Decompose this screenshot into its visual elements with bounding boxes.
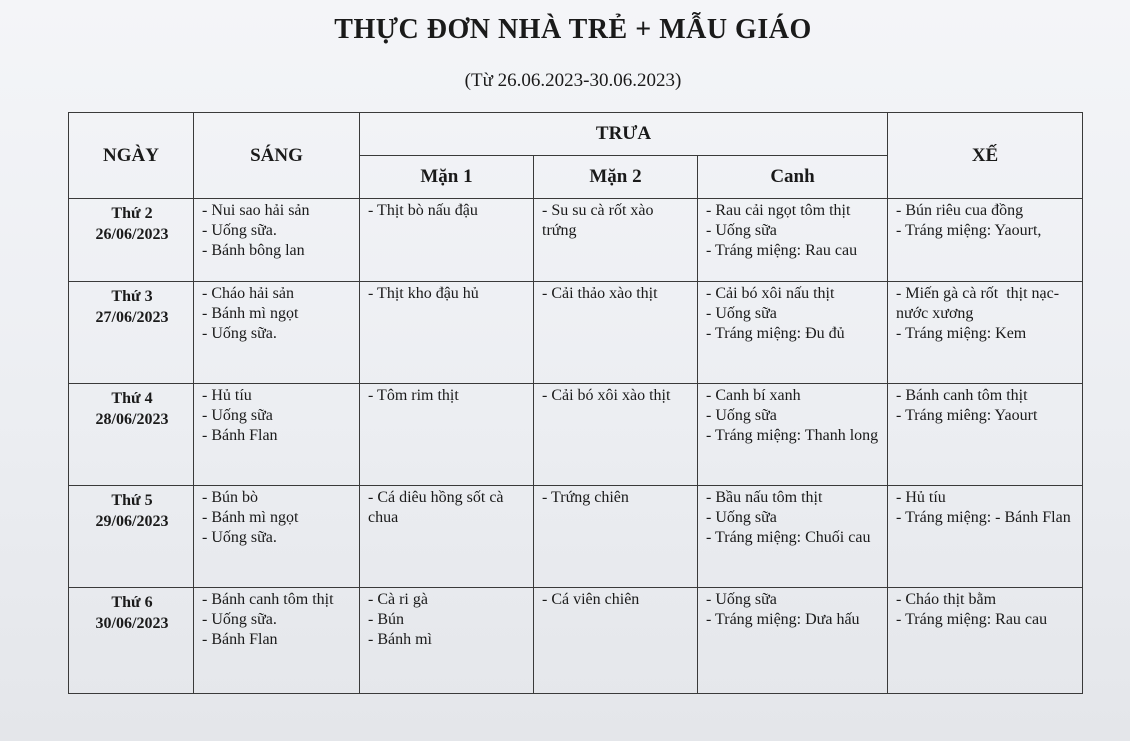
- main1-cell: [360, 588, 534, 694]
- day-cell: [69, 384, 194, 486]
- menu-item: - Miến gà cà rốt thịt nạc-nước xương: [896, 285, 1060, 322]
- date-label: 27/06/2023: [95, 309, 169, 326]
- menu-item: - Bánh canh tôm thịt: [202, 591, 334, 608]
- soup-cell: [698, 282, 888, 384]
- menu-row: [69, 588, 1083, 694]
- main1-cell: [360, 384, 534, 486]
- menu-item: - Tráng miệng: Rau cau: [896, 611, 1048, 628]
- afternoon-cell: [888, 282, 1083, 384]
- header-main1: Mặn 1: [360, 156, 534, 199]
- menu-item: - Tôm rim thịt: [368, 387, 459, 404]
- main1-cell: [360, 199, 534, 282]
- header-day: NGÀY: [69, 113, 194, 199]
- header-main2: Mặn 2: [534, 156, 698, 199]
- header-morning: SÁNG: [194, 113, 360, 199]
- weekday-label: Thứ 2: [111, 205, 153, 222]
- menu-item: - Uống sữa.: [202, 529, 277, 546]
- menu-item: - Uống sữa.: [202, 222, 277, 239]
- menu-item: - Cá diêu hồng sốt cà chua: [368, 489, 508, 526]
- menu-item: - Hủ tíu: [202, 387, 252, 404]
- morning-cell: [194, 282, 360, 384]
- date-label: 26/06/2023: [95, 226, 169, 243]
- menu-body: [69, 199, 1083, 694]
- menu-item: - Uống sữa.: [202, 611, 277, 628]
- day-cell: [69, 282, 194, 384]
- menu-item: - Uống sữa: [706, 305, 777, 322]
- morning-cell: [194, 384, 360, 486]
- menu-item: - Bánh Flan: [202, 427, 278, 444]
- menu-item: - Uống sữa: [706, 509, 777, 526]
- menu-item: - Tráng miệng: Dưa hấu: [706, 611, 860, 628]
- header-lunch: TRƯA: [360, 113, 888, 156]
- soup-cell: [698, 588, 888, 694]
- header-afternoon: XẾ: [888, 113, 1083, 199]
- menu-item: - Rau cải ngọt tôm thịt: [706, 202, 851, 219]
- menu-item: - Hủ tíu: [896, 489, 946, 506]
- menu-item: - Su su cà rốt xào trứng: [542, 202, 658, 239]
- menu-item: - Cải bó xôi nấu thịt: [706, 285, 835, 302]
- weekday-label: Thứ 6: [111, 594, 153, 611]
- menu-row: [69, 384, 1083, 486]
- menu-item: - Cà ri gà: [368, 591, 428, 608]
- main2-cell: [534, 486, 698, 588]
- menu-item: - Tráng miệng: Rau cau: [706, 242, 858, 259]
- main1-cell: [360, 486, 534, 588]
- menu-item: - Bánh bông lan: [202, 242, 305, 259]
- weekday-label: Thứ 5: [111, 492, 153, 509]
- menu-item: - Uống sữa.: [202, 325, 277, 342]
- afternoon-cell: [888, 486, 1083, 588]
- afternoon-cell: [888, 199, 1083, 282]
- day-cell: [69, 486, 194, 588]
- menu-item: - Nui sao hải sản: [202, 202, 310, 219]
- menu-item: - Cháo hải sản: [202, 285, 294, 302]
- menu-row: [69, 282, 1083, 384]
- date-label: 30/06/2023: [95, 615, 169, 632]
- menu-item: - Cải thảo xào thịt: [542, 285, 658, 302]
- menu-item: - Uống sữa: [202, 407, 273, 424]
- menu-item: - Tráng miệng: - Bánh Flan: [896, 509, 1071, 526]
- weekday-label: Thứ 3: [111, 288, 153, 305]
- header-soup: Canh: [698, 156, 888, 199]
- menu-item: - Tráng miệng: Thanh long: [706, 427, 879, 444]
- morning-cell: [194, 199, 360, 282]
- soup-cell: [698, 384, 888, 486]
- menu-row: [69, 486, 1083, 588]
- menu-item: - Tráng miêng: Yaourt: [896, 407, 1038, 424]
- menu-item: - Thịt bò nấu đậu: [368, 202, 478, 219]
- morning-cell: [194, 588, 360, 694]
- menu-item: - Bánh Flan: [202, 631, 278, 648]
- day-cell: [69, 588, 194, 694]
- menu-item: - Tráng miệng: Yaourt,: [896, 222, 1042, 239]
- menu-item: - Cá viên chiên: [542, 591, 640, 608]
- menu-item: - Tráng miệng: Chuối cau: [706, 529, 871, 546]
- menu-item: - Tráng miệng: Đu đủ: [706, 325, 845, 342]
- menu-item: - Uống sữa: [706, 222, 777, 239]
- menu-item: - Bầu nấu tôm thịt: [706, 489, 823, 506]
- main2-cell: [534, 282, 698, 384]
- menu-row: [69, 199, 1083, 282]
- menu-item: - Bún bò: [202, 489, 258, 506]
- menu-table: [68, 112, 1083, 694]
- menu-item: - Thịt kho đậu hủ: [368, 285, 479, 302]
- menu-item: - Uống sữa: [706, 407, 777, 424]
- weekday-label: Thứ 4: [111, 390, 153, 407]
- menu-item: - Bánh canh tôm thịt: [896, 387, 1028, 404]
- menu-item: - Bánh mì: [368, 631, 432, 648]
- date-label: 29/06/2023: [95, 513, 169, 530]
- menu-item: - Trứng chiên: [542, 489, 629, 506]
- menu-item: - Tráng miệng: Kem: [896, 325, 1027, 342]
- main1-cell: [360, 282, 534, 384]
- menu-item: - Cải bó xôi xào thịt: [542, 387, 671, 404]
- menu-item: - Bún riêu cua đồng: [896, 202, 1024, 219]
- menu-item: - Uống sữa: [706, 591, 777, 608]
- date-label: 28/06/2023: [95, 411, 169, 428]
- soup-cell: [698, 199, 888, 282]
- date-range-subtitle: (Từ 26.06.2023-30.06.2023): [464, 70, 682, 91]
- menu-item: - Bánh mì ngọt: [202, 305, 299, 322]
- menu-item: - Canh bí xanh: [706, 387, 801, 404]
- page-title: THỰC ĐƠN NHÀ TRẺ + MẪU GIÁO: [334, 14, 812, 45]
- menu-item: - Bánh mì ngọt: [202, 509, 299, 526]
- morning-cell: [194, 486, 360, 588]
- soup-cell: [698, 486, 888, 588]
- afternoon-cell: [888, 588, 1083, 694]
- main2-cell: [534, 588, 698, 694]
- menu-item: - Cháo thịt bằm: [896, 591, 997, 608]
- menu-item: - Bún: [368, 611, 404, 628]
- main2-cell: [534, 384, 698, 486]
- main2-cell: [534, 199, 698, 282]
- afternoon-cell: [888, 384, 1083, 486]
- day-cell: [69, 199, 194, 282]
